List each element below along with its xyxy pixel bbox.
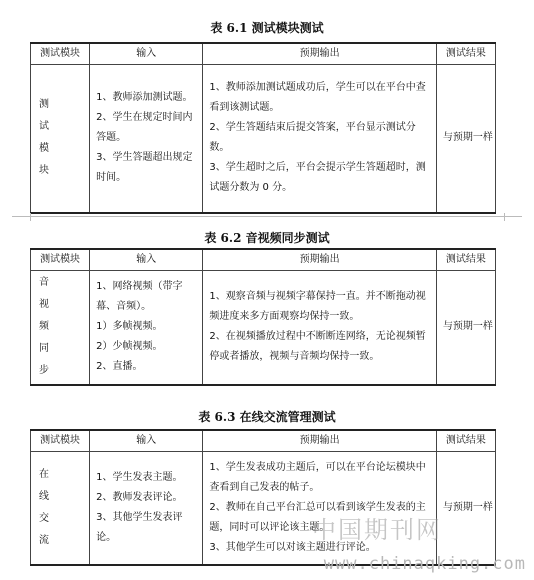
output-line: 2、在视频播放过程中不断断连网络，无论视频暂停或者播放，视频与音频均保持一致。 [209, 331, 426, 363]
table-row [31, 271, 496, 385]
header-cell-input: 输入 [90, 430, 203, 452]
output-line: 1、教师添加测试题成功后，学生可以在平台中查看到该测试题。 [209, 82, 426, 114]
input-cell [90, 452, 203, 566]
module-char: 交 [39, 513, 49, 524]
input-line: 1、网络视频（带字幕、音频）。 [96, 281, 183, 313]
table-row [31, 65, 496, 213]
module-cell [31, 452, 90, 566]
input-line: 1、教师添加测试题。 [96, 92, 193, 104]
module-cell [31, 271, 90, 385]
header-cell-module: 测试模块 [31, 249, 90, 271]
watermark-url: www.chinaqking.com [323, 554, 526, 574]
input-line: 3、学生答题超出规定时间。 [96, 152, 193, 184]
output-line: 2、学生答题结束后提交答案，平台显示测试分数。 [209, 122, 416, 154]
output-line: 1、学生发表成功主题后，可以在平台论坛模块中查看到自己发表的帖子。 [209, 462, 426, 493]
header-cell-expected: 预期输出 [203, 249, 437, 271]
header-cell-result: 测试结果 [436, 43, 495, 65]
input-line: 1、学生发表主题。 [96, 472, 183, 483]
module-char: 块 [39, 165, 49, 177]
table-header-row [31, 430, 496, 452]
header-cell-input: 输入 [90, 43, 203, 65]
input-line: 2、教师发表评论。 [96, 492, 183, 503]
watermark-logo-text: 中国期刊网 [312, 516, 442, 544]
header-cell-module: 测试模块 [31, 430, 90, 452]
module-char: 流 [39, 535, 49, 546]
input-line: 2、直播。 [96, 361, 143, 373]
input-line: 2、学生在规定时间内答题。 [96, 112, 193, 144]
module-char: 同 [39, 343, 49, 355]
table-header-row [31, 249, 496, 271]
result-cell: 与预期一样 [436, 65, 495, 213]
input-line: 2）少帧视频。 [96, 341, 163, 353]
module-char: 频 [39, 321, 49, 333]
module-char: 在 [39, 469, 49, 480]
table-6-1-caption: 表 6.1 测试模块测试 [210, 21, 324, 35]
result-cell: 与预期一样 [436, 271, 495, 385]
expected-cell [203, 452, 437, 566]
header-cell-result: 测试结果 [436, 249, 495, 271]
input-line: 1）多帧视频。 [96, 321, 163, 333]
module-char: 视 [39, 299, 49, 311]
expected-cell [203, 271, 437, 385]
header-cell-input: 输入 [90, 249, 203, 271]
expected-cell [203, 65, 437, 213]
module-char: 模 [39, 143, 49, 155]
output-line: 2、教师在自己平台汇总可以看到该学生发表的主题，同时可以评论该主题。 [209, 502, 426, 533]
input-cell [90, 65, 203, 213]
table-6-2 [30, 248, 496, 386]
header-cell-result: 测试结果 [436, 430, 495, 452]
output-line: 3、学生超时之后，平台会提示学生答题超时，测试题分数为 0 分。 [209, 162, 426, 194]
output-line: 1、观察音频与视频字幕保持一直。并不断拖动视频进度来多方面观察均保持一致。 [209, 291, 426, 323]
header-cell-expected: 预期输出 [203, 430, 437, 452]
table-header-row [31, 43, 496, 65]
table-6-1 [30, 42, 496, 214]
input-line: 3、其他学生发表评论。 [96, 512, 183, 543]
table-6-3-caption: 表 6.3 在线交流管理测试 [198, 410, 336, 424]
module-char: 试 [39, 121, 49, 133]
module-char: 音 [39, 277, 49, 289]
result-cell: 与预期一样 [436, 452, 495, 566]
module-cell [31, 65, 90, 213]
table-row [31, 452, 496, 566]
module-char: 步 [39, 365, 49, 377]
table-6-3 [30, 429, 496, 566]
module-char: 测 [39, 99, 49, 111]
output-line: 3、其他学生可以对该主题进行评论。 [209, 542, 376, 553]
input-cell [90, 271, 203, 385]
header-cell-module: 测试模块 [31, 43, 90, 65]
table-6-2-caption: 表 6.2 音视频同步测试 [204, 231, 330, 245]
page-divider [12, 216, 522, 217]
module-char: 线 [39, 491, 49, 502]
header-cell-expected: 预期输出 [203, 43, 437, 65]
